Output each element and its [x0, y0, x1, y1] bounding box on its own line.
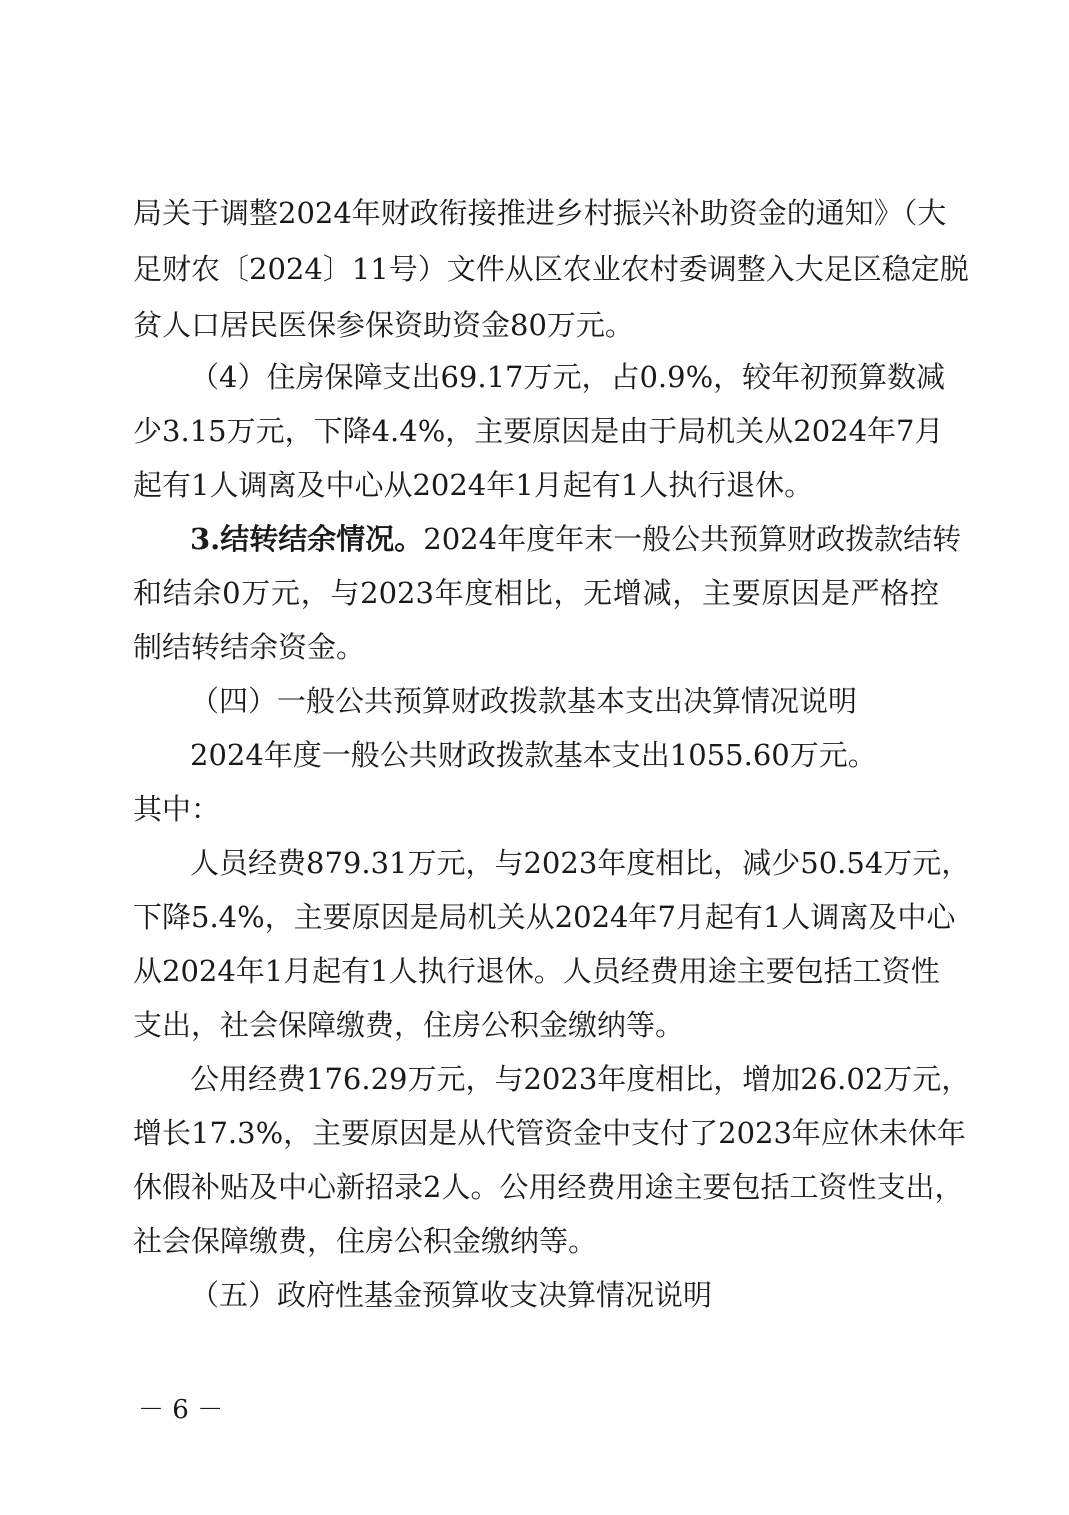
- paragraph-line: 支出，社会保障缴费，住房公积金缴纳等。: [133, 1008, 685, 1042]
- paragraph-line: 公用经费176.29万元，与2023年度相比，增加26.02万元，: [190, 1062, 971, 1096]
- paragraph-line: 制结转结余资金。: [133, 630, 366, 664]
- page-number: － 6 －: [138, 1395, 224, 1425]
- section-heading: （四）一般公共预算财政拨款基本支出决算情况说明: [190, 684, 858, 718]
- paragraph-line: 起有1人调离及中心从2024年1月起有1人执行退休。: [133, 468, 814, 502]
- paragraph-line: 人员经费879.31万元，与2023年度相比，减少50.54万元，: [190, 846, 971, 880]
- section-heading: （五）政府性基金预算收支决算情况说明: [190, 1278, 713, 1312]
- paragraph-line: 社会保障缴费，住房公积金缴纳等。: [133, 1224, 598, 1258]
- paragraph-text: 2024年度年末一般公共预算财政拨款结转: [423, 522, 962, 556]
- section-heading: 3.结转结余情况。: [190, 522, 424, 556]
- paragraph-line: 少3.15万元，下降4.4%，主要原因是由于局机关从2024年7月: [133, 414, 944, 448]
- paragraph-line: [190, 519, 962, 559]
- paragraph-line: 和结余0万元，与2023年度相比，无增减，主要原因是严格控: [133, 576, 939, 610]
- paragraph-line: 休假补贴及中心新招录2人。公用经费用途主要包括工资性支出，: [133, 1170, 964, 1204]
- paragraph-line: 增长17.3%，主要原因是从代管资金中支付了2023年应休未休年: [133, 1116, 966, 1150]
- paragraph-line: 2024年度一般公共财政拨款基本支出1055.60万元。: [190, 738, 877, 772]
- paragraph-line: 其中：: [133, 792, 221, 826]
- paragraph-line: 下降5.4%，主要原因是局机关从2024年7月起有1人调离及中心: [133, 900, 956, 934]
- paragraph-line: 从2024年1月起有1人执行退休。人员经费用途主要包括工资性: [133, 954, 940, 988]
- paragraph-line: 足财农〔2024〕11号）文件从区农业农村委调整入大足区稳定脱: [133, 252, 969, 286]
- paragraph-line: 局关于调整2024年财政衔接推进乡村振兴补助资金的通知》（大: [133, 196, 947, 230]
- paragraph-line: （4）住房保障支出69.17万元，占0.9%，较年初预算数减: [190, 360, 946, 394]
- paragraph-line: 贫人口居民医保参保资助资金80万元。: [133, 308, 634, 342]
